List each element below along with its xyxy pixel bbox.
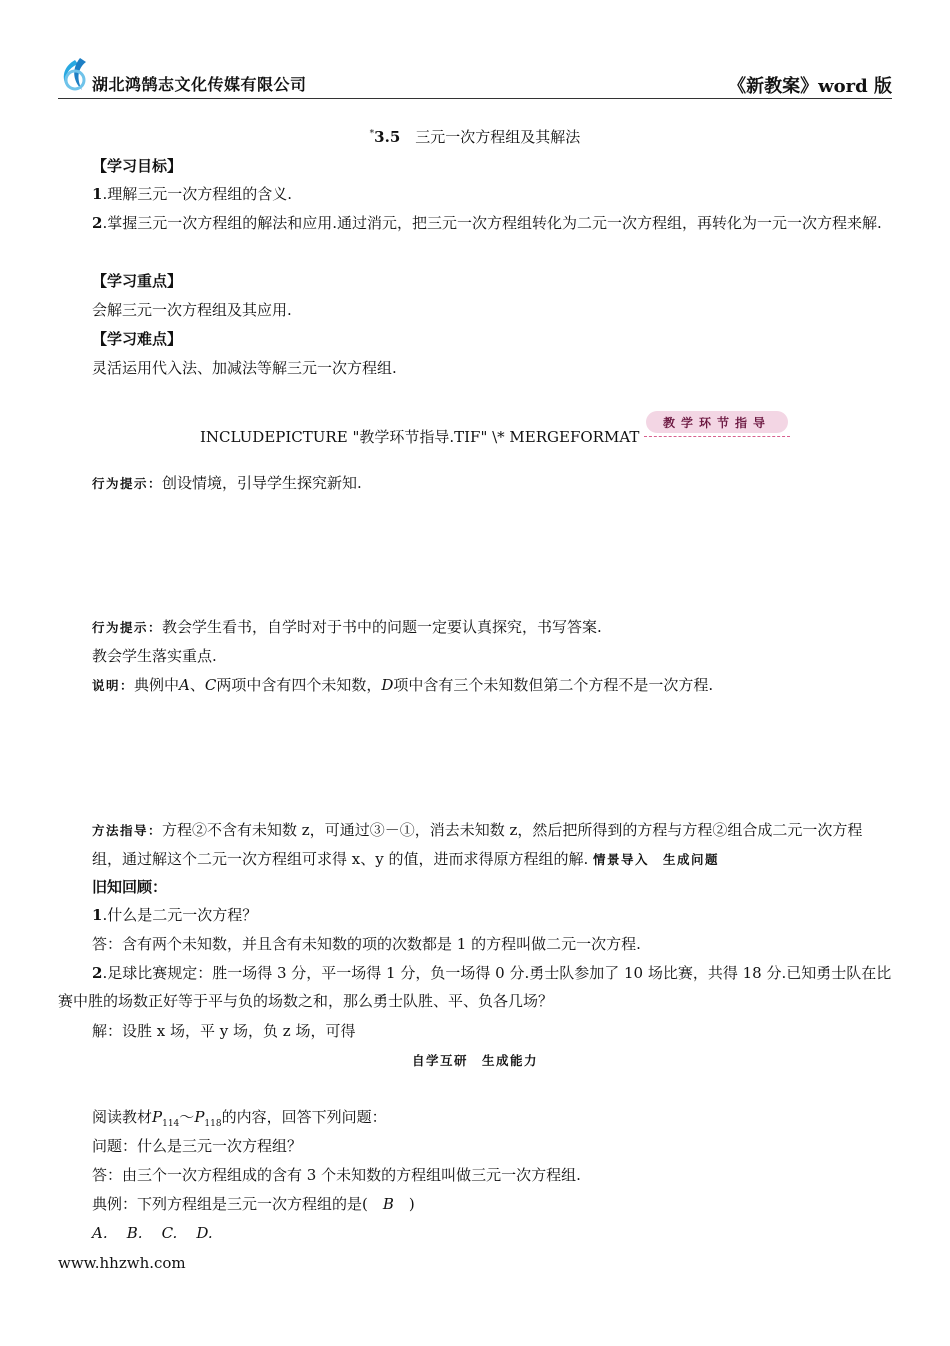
- title-mark: *: [369, 129, 375, 139]
- badge-label: 教学环节指导: [662, 416, 771, 430]
- goal-2-text: .掌握三元一次方程组的解法和应用.通过消元，把三元一次方程组转化为二元一次方程组，再转化为一元一次方程来解.: [102, 214, 882, 232]
- hint-2-label: 行为提示：: [92, 620, 163, 635]
- example-pre: 典例：下列方程组是三元一次方程组的是(: [92, 1195, 383, 1213]
- read-s2: 118: [204, 1119, 222, 1129]
- read-tilde: ～: [179, 1108, 195, 1126]
- method-label: 方法指导：: [92, 823, 163, 838]
- badge-dashed-line: [644, 436, 790, 437]
- example-options: [58, 1219, 892, 1247]
- hint-1-text: 创设情境，引导学生探究新知.: [162, 474, 362, 492]
- hint-2: [58, 613, 892, 642]
- goal-1: [58, 180, 892, 208]
- difficulty-text: 灵活运用代入法、加减法等解三元一次方程组.: [92, 359, 397, 377]
- title-number: 3.5: [374, 128, 401, 146]
- note-sep: 、: [189, 676, 205, 694]
- section-badge: [644, 411, 790, 439]
- example-post: ): [393, 1195, 415, 1213]
- review-solution: 解：设胜 x 场，平 y 场，负 z 场，可得: [92, 1022, 356, 1040]
- focus-heading: 【学习重点】: [92, 272, 183, 290]
- focus-text: 会解三元一次方程组及其应用.: [92, 301, 292, 319]
- study-question: 问题：什么是三元一次方程组？: [92, 1137, 303, 1155]
- goals-heading: 【学习目标】: [92, 157, 183, 175]
- method-text: 方程②不含有未知数 z，可通过③－①，消去未知数 z，然后把所得到的方程与方程②组合成二元一次方程组，通过解这个二元一次方程组可求得 x、y 的值，进而求得原方程组的解.: [92, 821, 863, 868]
- note-post: 项中含有三个未知数但第二个方程不是一次方程.: [393, 676, 714, 694]
- method-guidance: [58, 816, 892, 874]
- goal-1-num: 1: [92, 185, 103, 203]
- note-pre: 典例中: [134, 676, 180, 694]
- option-c: C.: [161, 1224, 178, 1242]
- read-p1: P: [152, 1108, 163, 1126]
- study-example: [58, 1190, 892, 1218]
- read-post: 的内容，回答下列问题：: [221, 1108, 387, 1126]
- hint-2-text: 教会学生看书，自学时对于书中的问题一定要认真探究，书写答案.: [162, 618, 602, 636]
- note-label: 说明：: [92, 678, 135, 693]
- review-q1: [58, 901, 892, 929]
- goal-2: [58, 209, 892, 237]
- note: [58, 671, 892, 700]
- difficulty-heading: 【学习难点】: [92, 330, 183, 348]
- review-a1: 答：含有两个未知数，并且含有未知数的项的次数都是 1 的方程叫做二元一次方程.: [92, 935, 641, 953]
- goal-2-num: 2: [92, 214, 103, 232]
- self-study-heading: 自学互研 生成能力: [411, 1053, 538, 1068]
- goal-1-text: .理解三元一次方程组的含义.: [102, 185, 292, 203]
- hint-1-label: 行为提示：: [92, 476, 163, 491]
- review-q2: [58, 959, 892, 1015]
- note-mid: 两项中含有四个未知数，: [216, 676, 382, 694]
- review-q1-num: 1: [92, 906, 103, 924]
- hint-1: [58, 469, 892, 498]
- hint-2b: 教会学生落实重点.: [92, 647, 217, 665]
- title-text: 三元一次方程组及其解法: [415, 128, 581, 146]
- read-p2: P: [194, 1108, 205, 1126]
- review-q2-num: 2: [92, 964, 103, 982]
- review-q1-text: .什么是二元一次方程？: [102, 906, 258, 924]
- option-b: B.: [126, 1224, 143, 1242]
- option-d: D.: [196, 1224, 213, 1242]
- footer-url: www.hhzwh.com: [58, 1254, 186, 1272]
- scene-label: 情景导入 生成问题: [593, 852, 720, 867]
- header-rule: [58, 98, 892, 99]
- review-heading: 旧知回顾：: [92, 878, 168, 896]
- lesson-title: [0, 126, 950, 147]
- company-name: 湖北鸿鹄志文化传媒有限公司: [92, 75, 307, 94]
- company-logo-icon: [58, 56, 92, 94]
- study-answer: 答：由三个一次方程组成的含有 3 个未知数的方程组叫做三元一次方程组.: [92, 1166, 581, 1184]
- note-c: C: [204, 676, 217, 694]
- note-a: A: [179, 676, 190, 694]
- example-answer: B: [382, 1195, 394, 1213]
- read-pre: 阅读教材: [92, 1108, 153, 1126]
- review-q2-text: .足球比赛规定：胜一场得 3 分，平一场得 1 分，负一场得 0 分.勇士队参加了 10 场比赛，共得 18 分.已知勇士队在比赛中胜的场数正好等于平与负的场数之和，那么勇士队胜、平、负各几场？: [58, 964, 892, 1010]
- edition-label: 《新教案》word 版: [728, 76, 892, 97]
- include-field-text: INCLUDEPICTURE "教学环节指导.TIF" \* MERGEFORMAT: [200, 428, 640, 446]
- option-a: A.: [92, 1224, 108, 1242]
- note-d: D: [381, 676, 394, 694]
- read-s1: 114: [162, 1119, 180, 1129]
